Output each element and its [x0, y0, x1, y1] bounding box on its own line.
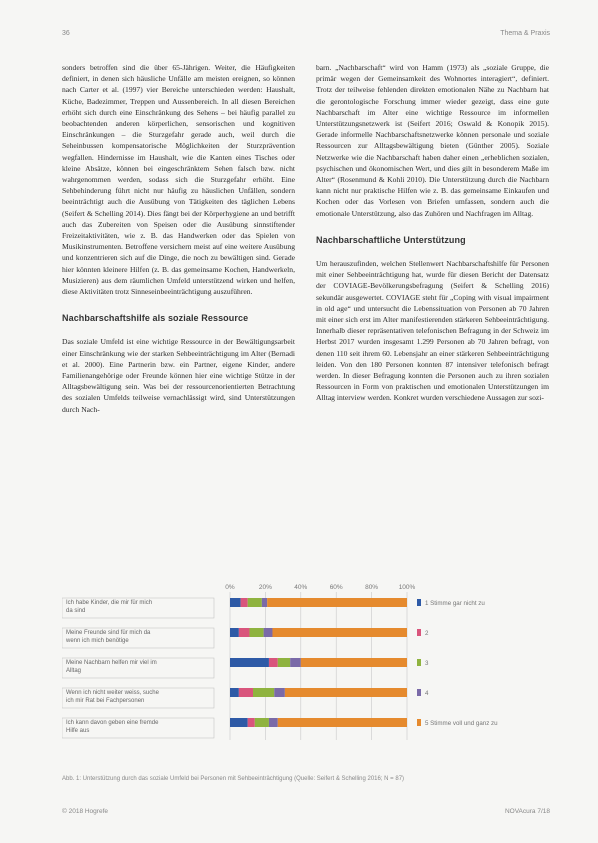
legend-swatch — [417, 599, 421, 606]
category-label: Wenn ich nicht weiter weiss, suche — [66, 690, 159, 696]
bar-segment — [230, 658, 269, 667]
page-number: 36 — [62, 30, 70, 37]
bar-segment — [230, 628, 239, 637]
x-tick-label: 20% — [258, 584, 272, 591]
right-paragraph-2: Um herauszufinden, welchen Stellenwert Nachbarschaftshilfe für Personen mit einer Sehbeeinträchtigung hat, wurde für diesen Bericht der Datensatz der COVIAGE-Bevölkerungsbefragung (Seifert & Schelling 2016) sekundär ausgewertet. COVIAGE steht für „Coping with visual impairment in old age“ und untersucht die Lebenssituation von Personen ab 70 Jahren mit einer sich erst im Alter manifestierenden stärkeren Sehbeeinträchtigung. Innerhalb dieser repräsentativen telefonischen Befragung in der Schweiz im Herbst 2017 wurden insgesamt 1.299 Personen ab 70 Jahren befragt, von denen 110 seit ihrem 60. Lebensjahr an einer stärkeren Sehbeeinträchtigung leiden. Von den 180 Personen konnten 87 intensiver telefonisch befragt werden. In dieser Befragung konnten die Personen auch zu ihren sozialen Ressourcen in Form von praktischen und emotionalen Unterstützungen im Alltag interview werden. Konkret wurden verschiedene Aussagen zur sozi- — [316, 259, 549, 403]
bar-segment — [253, 688, 274, 697]
bar-segment — [239, 628, 250, 637]
legend-swatch — [417, 719, 421, 726]
left-heading: Nachbarschaftshilfe als soziale Ressource — [62, 313, 249, 324]
right-paragraph-1: barn. „Nachbarschaft“ wird von Hamm (1973) als „soziale Gruppe, die primär wegen der Gemeinsamkeit des Wohnortes interagiert“, definiert. Trotz der teilweise fehlenden direkten emotionalen Nähe zu Nachbarn hat die gerontologische Forschung immer wieder gezeigt, dass eine gute Nachbarschaft im Alter eine wichtige Ressource im informellen Unterstützungsnetzwerk ist (Seifert 2016; Oswald & Konopik 2015). Gerade informelle Nachbarschaftsnetzwerke können personale und soziale Ressourcen zur Alltagsbewältigung bieten (Günther 2005). Soziale Netzwerke wie die Nachbarschaft haben daher einen „erheblichen sozialen, psychischen und ökonomischen Wert, und dies gilt in besonderem Maße im Alter“ (Rosenmund & Kohli 2010). Die Unterstützung durch die Nachbarn kann nicht nur praktische Hilfen wie z. B. das gemeinsame Einkaufen und Kochen oder das Vorlesen von Briefen umfassen, sondern auch die emotionale Unterstützung, also das Zuhören und Nachfragen im Alltag. — [316, 63, 549, 218]
bar-segment — [241, 598, 248, 607]
bar-segment — [255, 718, 269, 727]
category-label: Meine Nachbarn helfen mir viel im — [66, 660, 157, 666]
bar-segment — [267, 598, 407, 607]
bar-segment — [274, 688, 285, 697]
legend-label: 2 — [425, 630, 429, 637]
category-label: wenn ich mich benötige — [66, 638, 129, 644]
bar-segment — [249, 628, 263, 637]
bar-segment — [239, 688, 253, 697]
bar-segment — [248, 718, 255, 727]
bar-segment — [262, 598, 267, 607]
bar-segment — [248, 598, 262, 607]
bar-segment — [269, 718, 278, 727]
legend-swatch — [417, 659, 421, 666]
category-label: Ich kann davon geben eine fremde — [66, 720, 159, 726]
category-label: da sind — [66, 608, 86, 614]
left-column — [62, 62, 295, 415]
bar-segment — [269, 658, 278, 667]
category-label: Alltag — [66, 668, 82, 674]
bar-segment — [290, 658, 301, 667]
x-tick-label: 0% — [225, 584, 235, 591]
bar-segment — [230, 718, 248, 727]
category-label: ich mir Rat bei Fachpersonen — [66, 698, 145, 704]
right-heading: Nachbarschaftliche Unterstützung — [316, 234, 466, 245]
bar-segment — [264, 628, 273, 637]
x-tick-label: 80% — [365, 584, 379, 591]
bar-segment — [230, 598, 241, 607]
right-column — [316, 62, 549, 404]
legend-label: 5 Stimme voll und ganz zu — [425, 720, 498, 727]
x-tick-label: 40% — [294, 584, 308, 591]
legend-swatch — [417, 689, 421, 696]
bar-segment — [278, 658, 290, 667]
category-label: Meine Freunde sind für mich da — [66, 630, 151, 636]
section-label: Thema & Praxis — [500, 30, 550, 37]
stacked-bar-chart — [62, 578, 562, 758]
bar-segment — [285, 688, 407, 697]
legend-swatch — [417, 629, 421, 636]
legend-label: 3 — [425, 660, 429, 667]
legend-label: 4 — [425, 690, 429, 697]
figure-caption: Abb. 1: Unterstützung durch das soziale Umfeld bei Personen mit Sehbeeinträchtigung (Quelle: Seifert & Schelling 2016; N = 87) — [62, 776, 405, 782]
bar-segment — [278, 718, 407, 727]
left-paragraph-2: Das soziale Umfeld ist eine wichtige Ressource in der Bewältigungsarbeit einer Einschränkung wie der starken Sehbeeinträchtigung im Alter (Bernadi et al. 2000). Eine Partnerin bzw. ein Partner, eigene Kinder, andere Familienangehörige oder Freunde können hier eine wichtige Stütze in der Alltagsbewältigung sein. Was bei der ressourcenorientierten Betrachtung des sozialen Umfelds teilweise vernachlässigt wird, sind Unterstützungen durch Nach- — [62, 337, 295, 414]
bar-segment — [301, 658, 407, 667]
footer-journal: NOVAcura 7/18 — [504, 808, 550, 815]
bar-segment — [272, 628, 407, 637]
legend-label: 1 Stimme gar nicht zu — [425, 600, 485, 607]
left-paragraph-1: sonders betroffen sind die über 65-Jährigen. Weiter, die Häufigkeiten definiert, in denen sich häusliche Unfälle am meisten ereignen, so können nach Carter et al. (1997) vier Bereiche unterschieden werden: Haushalt, Küche, Badezimmer, Treppen und Aussenbereich. In all diesen Bereichen erhöht sich durch eine Einschränkung des Sehens – bei häufig parallel zu beobachtenden anderen körperlichen, sensorischen und kognitiven Einschränkungen – die Sturzgefahr gerade auch, weil durch die Seheinbussen kompensatorische Möglichkeiten der Sturzprävention wegfallen. Hindernisse im Haushalt, wie die Kanten eines Tisches oder kleine Absätze, können bei eingeschränktem Sehen falsch bzw. nicht wahrgenommen werden, sodass sich die Sturzgefahr erhöht. Eine Sehbehinderung führt nicht nur häufig zu häuslichen Unfällen, sondern beeinträchtigt auch die Ausübung von Tätigkeiten des täglichen Lebens (Seifert & Schelling 2014). Dies fängt bei der Körperhygiene an und betrifft auch das Zubereiten von Speisen oder die Ausübung sinnstiftender Freizeitaktivitäten, wie z. B. das Handwerken oder das Spielen von Musikinstrumenten. Betroffene versichern meist auf eine weitere Ausübung und konzentrieren sich auf die Dinge, die noch zu bewältigen sind. Gerade hier könnten kleinere Hilfen (z. B. das gemeinsame Kochen, Handwerkeln, Musizieren) aus dem räumlichen Umfeld unterstützend wirken und helfen, diese Aktivitäten trotz Sinneseinbeeinträchtigung auszuführen. — [62, 63, 295, 297]
category-label: Ich habe Kinder, die mir für mich — [66, 600, 153, 606]
footer-copyright: © 2018 Hogrefe — [62, 808, 108, 815]
bar-segment — [230, 688, 239, 697]
x-tick-label: 100% — [398, 584, 416, 591]
category-label: Hilfe aus — [66, 728, 90, 734]
x-tick-label: 60% — [329, 584, 343, 591]
